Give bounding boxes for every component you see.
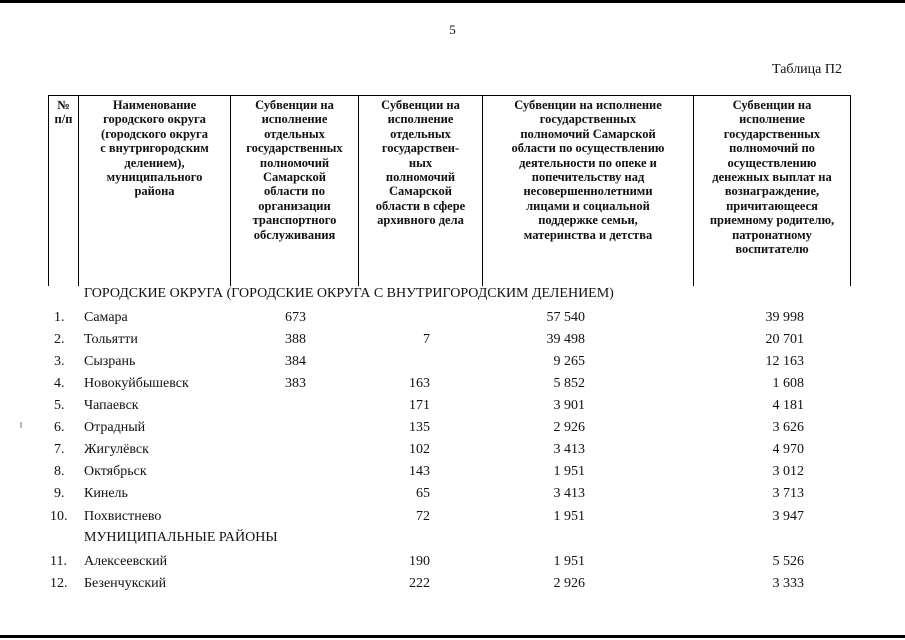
row-number: 12.	[50, 576, 68, 591]
row-name: Алексеевский	[84, 554, 168, 569]
table-row	[0, 308, 905, 330]
table-row	[0, 440, 905, 462]
row-archive: 7	[423, 332, 430, 347]
row-guardianship: 1 951	[553, 554, 585, 569]
row-foster: 3 947	[772, 509, 804, 524]
row-foster: 4 181	[772, 398, 804, 413]
row-transport: 384	[285, 354, 306, 369]
row-number: 1.	[54, 310, 65, 325]
section-title-districts: МУНИЦИПАЛЬНЫЕ РАЙОНЫ	[84, 530, 278, 545]
bottom-border-line	[0, 635, 905, 638]
page-number: 5	[449, 22, 456, 37]
row-transport: 673	[285, 310, 306, 325]
row-name: Чапаевск	[84, 398, 139, 413]
header-number: № п/п	[48, 96, 78, 286]
row-number: 5.	[54, 398, 65, 413]
top-border-line	[0, 0, 905, 3]
table-row	[0, 462, 905, 484]
table-row	[0, 574, 905, 596]
row-guardianship: 57 540	[546, 310, 585, 325]
table-row	[0, 418, 905, 440]
row-archive: 143	[409, 464, 430, 479]
header-foster: Субвенции на исполнение государственных полномочий по осуществлению денежных выплат на вознаграждение, причитающееся приемному родителю, патронатному воспитателю	[693, 96, 851, 286]
row-name: Похвистнево	[84, 509, 162, 524]
table-row	[0, 352, 905, 374]
row-foster: 5 526	[772, 554, 804, 569]
header-guardianship: Субвенции на исполнение государственных полномочий Самарской области по осуществлению деятельности по опеке и попечительству над несовершеннолетними лицами и социальной поддержке семьи, материнства и детства	[482, 96, 693, 286]
header-transport: Субвенции на исполнение отдельных государственных полномочий Самарской области по организации транспортного обслуживания	[230, 96, 358, 286]
section-title-urban: ГОРОДСКИЕ ОКРУГА (ГОРОДСКИЕ ОКРУГА С ВНУТРИГОРОДСКИМ ДЕЛЕНИЕМ)	[84, 286, 614, 301]
row-transport: 383	[285, 376, 306, 391]
row-number: 3.	[54, 354, 65, 369]
row-guardianship: 3 413	[553, 486, 585, 501]
row-name: Жигулёвск	[84, 442, 149, 457]
row-guardianship: 1 951	[553, 509, 585, 524]
table-row	[0, 507, 905, 529]
row-name: Кинель	[84, 486, 128, 501]
table-row	[0, 374, 905, 396]
row-number: 9.	[54, 486, 65, 501]
row-name: Безенчукский	[84, 576, 167, 591]
row-number: 7.	[54, 442, 65, 457]
row-foster: 3 713	[772, 486, 804, 501]
row-guardianship: 39 498	[546, 332, 585, 347]
row-name: Октябрьск	[84, 464, 147, 479]
table-row	[0, 330, 905, 352]
row-guardianship: 2 926	[553, 420, 585, 435]
row-number: 11.	[50, 554, 67, 569]
row-archive: 135	[409, 420, 430, 435]
row-guardianship: 1 951	[553, 464, 585, 479]
row-guardianship: 3 413	[553, 442, 585, 457]
row-archive: 222	[409, 576, 430, 591]
row-number: 6.	[54, 420, 65, 435]
row-foster: 39 998	[765, 310, 804, 325]
row-foster: 3 333	[772, 576, 804, 591]
row-name: Тольятти	[84, 332, 138, 347]
table-header	[48, 95, 851, 286]
row-archive: 190	[409, 554, 430, 569]
row-archive: 72	[416, 509, 430, 524]
row-guardianship: 3 901	[553, 398, 585, 413]
row-guardianship: 9 265	[553, 354, 585, 369]
row-archive: 102	[409, 442, 430, 457]
table-row	[0, 552, 905, 574]
row-name: Самара	[84, 310, 128, 325]
row-foster: 3 012	[772, 464, 804, 479]
row-number: 2.	[54, 332, 65, 347]
row-guardianship: 2 926	[553, 576, 585, 591]
row-archive: 171	[409, 398, 430, 413]
row-number: 10.	[50, 509, 68, 524]
row-transport: 388	[285, 332, 306, 347]
table-label: Таблица П2	[772, 62, 842, 77]
row-guardianship: 5 852	[553, 376, 585, 391]
row-name: Новокуйбышевск	[84, 376, 189, 391]
header-archive: Субвенции на исполнение отдельных государствен- ных полномочий Самарской области в сфере архивного дела	[358, 96, 482, 286]
row-name: Отрадный	[84, 420, 146, 435]
row-foster: 20 701	[765, 332, 804, 347]
row-archive: 65	[416, 486, 430, 501]
table-row	[0, 484, 905, 506]
row-name: Сызрань	[84, 354, 136, 369]
row-number: 8.	[54, 464, 65, 479]
row-foster: 3 626	[772, 420, 804, 435]
header-name: Наименование городского округа (городского округа с внутригородским делением), муниципального района	[78, 96, 230, 286]
row-foster: 4 970	[772, 442, 804, 457]
row-foster: 12 163	[765, 354, 804, 369]
row-archive: 163	[409, 376, 430, 391]
row-number: 4.	[54, 376, 65, 391]
row-foster: 1 608	[772, 376, 804, 391]
table-row	[0, 396, 905, 418]
